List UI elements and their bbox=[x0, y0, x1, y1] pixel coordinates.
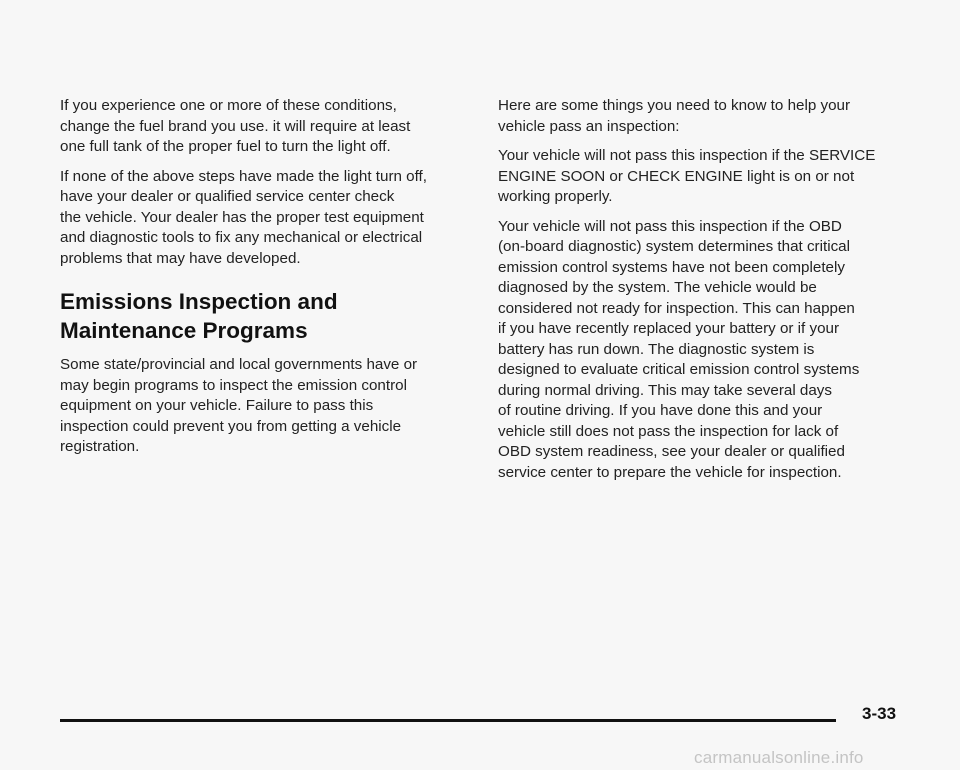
service-light-paragraph: Your vehicle will not pass this inspection if the SERVICE ENGINE SOON or CHECK ENGINE light is on or not working properly. bbox=[498, 147, 876, 205]
dealer-check-paragraph: If none of the above steps have made the light turn off, have your dealer or qualified service center check the vehicle. Your dealer has the proper test equipment and diagnostic tools to fix any mechanical or electrical problems that may have developed. bbox=[60, 167, 427, 267]
section-heading: Emissions Inspection and Maintenance Programs bbox=[60, 289, 338, 343]
intro-paragraph: Here are some things you need to know to help your vehicle pass an inspection: bbox=[498, 97, 851, 135]
footer-rule bbox=[60, 719, 836, 722]
obd-readiness-paragraph: Your vehicle will not pass this inspection if the OBD (on-board diagnostic) system determines that critical emission control systems have not been completely diagnosed by the system. The vehicle would be considered not ready for inspection. This can happen if you have recently replaced your battery or if your battery has run down. The diagnostic system is designed to evaluate critical emission control systems during normal driving. This may take several days of routine driving. If you have done this and your vehicle still does not pass the inspection for lack of OBD system readiness, see your dealer or qualified service center to prepare the vehicle for inspection. bbox=[498, 217, 860, 481]
left-column bbox=[60, 96, 470, 467]
fuel-brand-paragraph: If you experience one or more of these conditions, change the fuel brand you use. it will require at least one full tank of the proper fuel to turn the light off. bbox=[60, 97, 411, 155]
page-number: 3-33 bbox=[862, 704, 897, 723]
watermark: carmanualsonline.info bbox=[694, 748, 864, 767]
inspection-programs-paragraph: Some state/provincial and local governments have or may begin programs to inspect the emission control equipment on your vehicle. Failure to pass this inspection could prevent you from getting a vehicle registration. bbox=[60, 356, 418, 455]
right-column bbox=[498, 96, 918, 492]
